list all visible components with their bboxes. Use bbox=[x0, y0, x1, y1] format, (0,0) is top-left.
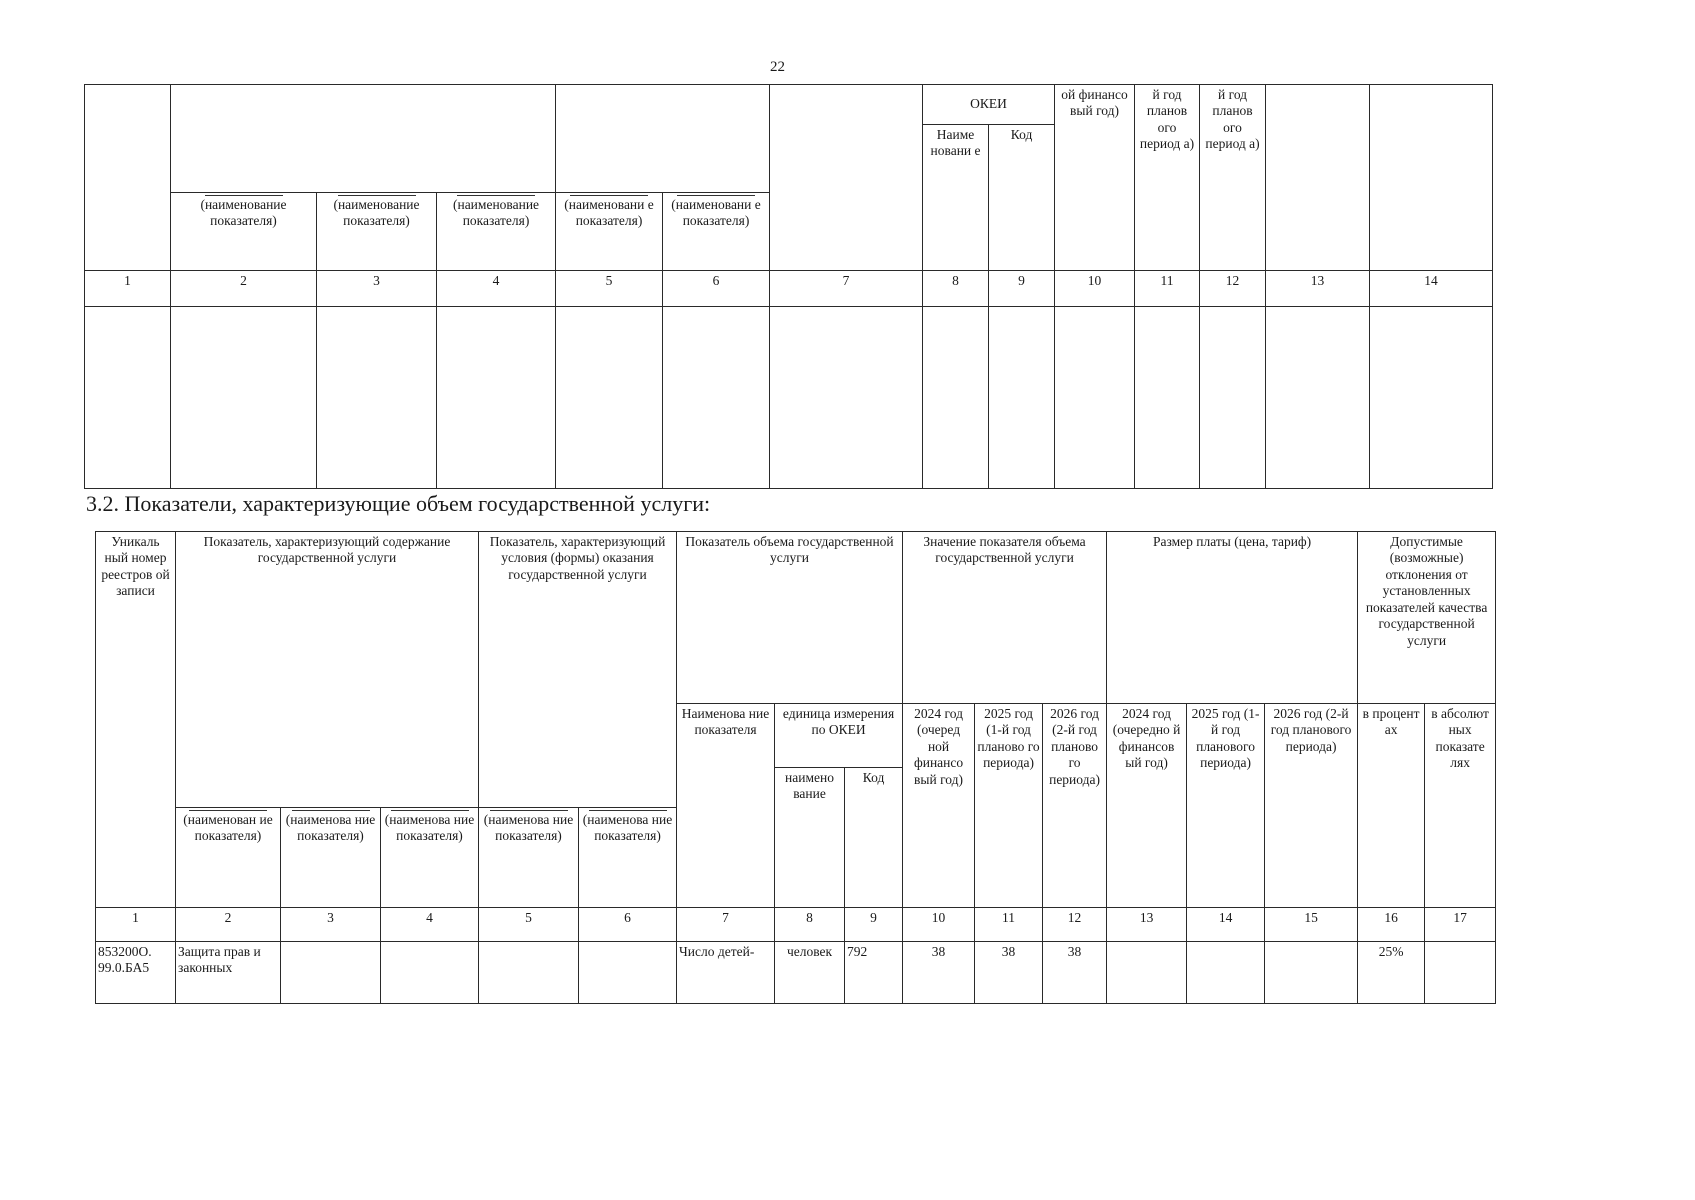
t2-value-2026-header: 2026 год (2-й год планово го периода) bbox=[1043, 704, 1107, 908]
t2-row-unique-number: 853200О. 99.0.БА5 bbox=[96, 942, 176, 1004]
t1-empty-cell bbox=[556, 307, 663, 489]
t1-col-number: 3 bbox=[317, 271, 437, 307]
t1-empty-cell bbox=[663, 307, 770, 489]
t1-col-number: 11 bbox=[1135, 271, 1200, 307]
t2-row-value-2024: 38 bbox=[903, 942, 975, 1004]
t2-empty-cell bbox=[579, 942, 677, 1004]
t1-col-number: 6 bbox=[663, 271, 770, 307]
t1-col12-header: й год планов ого период а) bbox=[1200, 85, 1266, 271]
t1-col7-header bbox=[770, 85, 923, 271]
t1-okei-code: Код bbox=[989, 125, 1055, 271]
t2-unit-code-header: Код bbox=[845, 768, 903, 908]
t2-volume-value-header: Значение показателя объема государственной услуги bbox=[903, 532, 1107, 704]
t1-empty-cell bbox=[437, 307, 556, 489]
t2-empty-cell bbox=[1265, 942, 1358, 1004]
t2-sub-label: (наименован ие показателя) bbox=[176, 808, 281, 908]
t2-col-number: 2 bbox=[176, 908, 281, 942]
t2-col-number: 8 bbox=[775, 908, 845, 942]
t2-col-number: 17 bbox=[1425, 908, 1496, 942]
t2-row-content: Защита прав и законных bbox=[176, 942, 281, 1004]
t2-col-number: 4 bbox=[381, 908, 479, 942]
t2-fee-2025-header: 2025 год (1-й год планового периода) bbox=[1187, 704, 1265, 908]
t1-col14-header bbox=[1370, 85, 1493, 271]
t2-col-number: 5 bbox=[479, 908, 579, 942]
t2-sub-label: (наименова ние показателя) bbox=[479, 808, 579, 908]
t2-empty-cell bbox=[281, 942, 381, 1004]
t2-value-2025-header: 2025 год (1-й год планово го периода) bbox=[975, 704, 1043, 908]
t1-empty-cell bbox=[989, 307, 1055, 489]
t2-col-number: 13 bbox=[1107, 908, 1187, 942]
t1-empty-cell bbox=[770, 307, 923, 489]
page-number: 22 bbox=[770, 59, 785, 75]
t2-row-value-2025: 38 bbox=[975, 942, 1043, 1004]
t2-col-number: 16 bbox=[1358, 908, 1425, 942]
t2-indicator-name-header: Наименова ние показателя bbox=[677, 704, 775, 908]
t1-empty-cell bbox=[1370, 307, 1493, 489]
t1-col-number: 8 bbox=[923, 271, 989, 307]
t1-sub-label: (наименовани е показателя) bbox=[556, 193, 663, 271]
t2-col-number: 10 bbox=[903, 908, 975, 942]
t1-col-number: 2 bbox=[171, 271, 317, 307]
t2-col-number: 1 bbox=[96, 908, 176, 942]
t2-fee-2024-header: 2024 год (очередно й финансов ый год) bbox=[1107, 704, 1187, 908]
t2-col-number: 9 bbox=[845, 908, 903, 942]
t2-col-number: 14 bbox=[1187, 908, 1265, 942]
t2-col-number: 11 bbox=[975, 908, 1043, 942]
t1-okei-name: Наиме новани е bbox=[923, 125, 989, 271]
t1-empty-cell bbox=[923, 307, 989, 489]
t2-empty-cell bbox=[1425, 942, 1496, 1004]
t2-volume-header: Показатель объема государственной услуги bbox=[677, 532, 903, 704]
t1-col-number: 13 bbox=[1266, 271, 1370, 307]
t2-row-indicator: Число детей- bbox=[677, 942, 775, 1004]
t2-unit-name-header: наимено вание bbox=[775, 768, 845, 908]
t2-percent-header: в процент ах bbox=[1358, 704, 1425, 908]
t2-row-code: 792 bbox=[845, 942, 903, 1004]
t1-col13-header bbox=[1266, 85, 1370, 271]
t1-col-number: 14 bbox=[1370, 271, 1493, 307]
t2-empty-cell bbox=[381, 942, 479, 1004]
t1-sub-label: (наименовани е показателя) bbox=[663, 193, 770, 271]
t1-empty-cell bbox=[1266, 307, 1370, 489]
t1-col-number: 5 bbox=[556, 271, 663, 307]
t1-empty-cell bbox=[1200, 307, 1266, 489]
t2-unique-number-header: Уникаль ный номер реестров ой записи bbox=[96, 532, 176, 908]
t1-col-number: 12 bbox=[1200, 271, 1266, 307]
t2-empty-cell bbox=[1187, 942, 1265, 1004]
t2-empty-cell bbox=[479, 942, 579, 1004]
t2-col-number: 7 bbox=[677, 908, 775, 942]
t1-empty-cell bbox=[85, 307, 171, 489]
t2-empty-cell bbox=[1107, 942, 1187, 1004]
t2-fee-header: Размер платы (цена, тариф) bbox=[1107, 532, 1358, 704]
t1-content-header bbox=[171, 85, 556, 193]
t2-fee-2026-header: 2026 год (2-й год планового периода) bbox=[1265, 704, 1358, 908]
t1-sub-label: (наименование показателя) bbox=[437, 193, 556, 271]
t1-col-number: 7 bbox=[770, 271, 923, 307]
t2-col-number: 3 bbox=[281, 908, 381, 942]
t1-col-number: 1 bbox=[85, 271, 171, 307]
t2-sub-label: (наименова ние показателя) bbox=[281, 808, 381, 908]
t1-col-number: 10 bbox=[1055, 271, 1135, 307]
t2-content-header: Показатель, характеризующий содержание государственной услуги bbox=[176, 532, 479, 808]
t2-row-value-2026: 38 bbox=[1043, 942, 1107, 1004]
t2-row-unit: человек bbox=[775, 942, 845, 1004]
t2-conditions-header: Показатель, характеризующий условия (формы) оказания государственной услуги bbox=[479, 532, 677, 808]
t2-row-percent: 25% bbox=[1358, 942, 1425, 1004]
t2-value-2024-header: 2024 год (очеред ной финансо вый год) bbox=[903, 704, 975, 908]
t1-empty-cell bbox=[1055, 307, 1135, 489]
t1-sub-label: (наименование показателя) bbox=[171, 193, 317, 271]
t1-conditions-header bbox=[556, 85, 770, 193]
t1-col1-header bbox=[85, 85, 171, 271]
t1-col-number: 4 bbox=[437, 271, 556, 307]
t1-okei-header: ОКЕИ bbox=[923, 85, 1055, 125]
quality-indicators-table bbox=[84, 84, 1493, 489]
t2-col-number: 15 bbox=[1265, 908, 1358, 942]
t2-sub-label: (наименова ние показателя) bbox=[381, 808, 479, 908]
t1-empty-cell bbox=[1135, 307, 1200, 489]
t2-absolute-header: в абсолют ных показате лях bbox=[1425, 704, 1496, 908]
t1-sub-label: (наименование показателя) bbox=[317, 193, 437, 271]
t1-empty-cell bbox=[317, 307, 437, 489]
t2-deviations-header: Допустимые (возможные) отклонения от установленных показателей качества государственной услуги bbox=[1358, 532, 1496, 704]
t2-col-number: 6 bbox=[579, 908, 677, 942]
t2-unit-okei-header: единица измерения по ОКЕИ bbox=[775, 704, 903, 768]
t1-col-number: 9 bbox=[989, 271, 1055, 307]
volume-indicators-table bbox=[95, 531, 1496, 1004]
t2-sub-label: (наименова ние показателя) bbox=[579, 808, 677, 908]
t1-empty-cell bbox=[171, 307, 317, 489]
t1-col10-header: ой финансо вый год) bbox=[1055, 85, 1135, 271]
section-heading: 3.2. Показатели, характеризующие объем государственной услуги: bbox=[86, 491, 711, 516]
t2-col-number: 12 bbox=[1043, 908, 1107, 942]
t1-col11-header: й год планов ого период а) bbox=[1135, 85, 1200, 271]
